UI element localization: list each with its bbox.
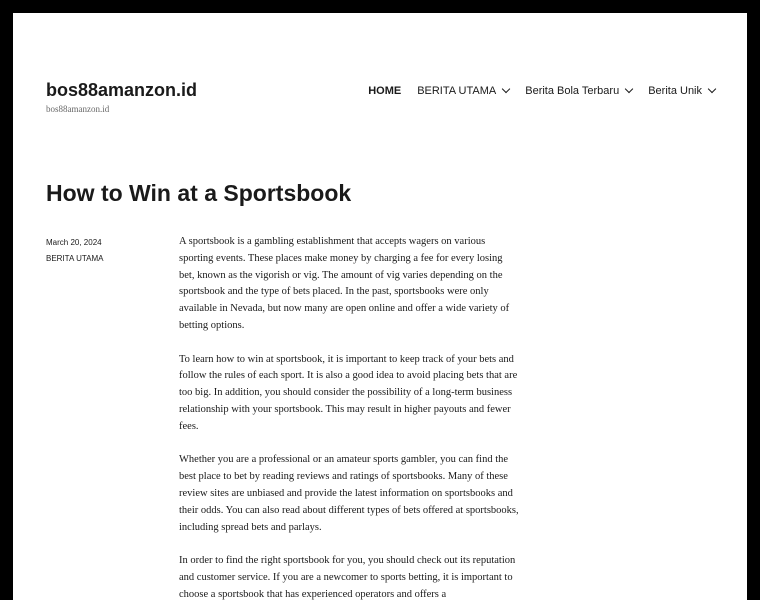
post-paragraph: Whether you are a professional or an amateur sports gambler, you can find the best place to bet by reading reviews and ratings of sportsbooks. Many of these review sites are unbiased and provide the latest information on sportsbooks and their odds. You can also read about different types of bets offered at sportsbooks, including spread bets and parlays. bbox=[179, 454, 519, 533]
post-date-link[interactable]: March 20, 2024 bbox=[46, 238, 102, 247]
post-meta bbox=[46, 235, 104, 267]
nav-item-berita-bola-terbaru[interactable] bbox=[517, 84, 640, 98]
post-paragraph: To learn how to win at sportsbook, it is important to keep track of your bets and follow the rules of each sport. It is also a good idea to avoid placing bets that are too big. In addition, you should consider the possibility of a long-term business relationship with your sportsbook. This may result in higher payouts and fewer fees. bbox=[179, 353, 518, 432]
site-description: bos88amanzon.id bbox=[46, 104, 110, 114]
post-category-link[interactable]: BERITA UTAMA bbox=[46, 254, 104, 263]
post-paragraph: In order to find the right sportsbook for you, you should check out its reputation and customer service. If you are a newcomer to sports betting, it is important to choose a sportsbook that has experienced operators and offers a bbox=[179, 555, 516, 600]
main-navigation bbox=[360, 84, 715, 98]
page bbox=[13, 13, 747, 600]
chevron-down-icon[interactable] bbox=[625, 85, 633, 93]
post-content bbox=[179, 234, 519, 600]
chevron-down-icon[interactable] bbox=[708, 85, 716, 93]
nav-item-home[interactable] bbox=[360, 84, 409, 98]
nav-item-label: HOME bbox=[368, 85, 402, 97]
nav-item-berita-unik[interactable] bbox=[640, 84, 715, 98]
nav-item-label: Berita Unik bbox=[648, 85, 702, 97]
nav-item-label: BERITA UTAMA bbox=[417, 85, 497, 97]
site-branding bbox=[46, 79, 197, 115]
site-title-link[interactable]: bos88amanzon.id bbox=[46, 80, 198, 100]
nav-item-label: Berita Bola Terbaru bbox=[525, 85, 620, 97]
chevron-down-icon[interactable] bbox=[502, 85, 510, 93]
post-title: How to Win at a Sportsbook bbox=[46, 180, 352, 206]
post-paragraph: A sportsbook is a gambling establishment that accepts wagers on various sporting events. These places make money by charging a fee for every losing bet, known as the vigorish or vig. The amount of vig varies depending on the sportsbook and the type of bets placed. In the past, sportsbooks were only available in Nevada, but now many are open online and offer a wide variety of betting options. bbox=[179, 236, 510, 331]
nav-item-berita-utama[interactable] bbox=[409, 84, 517, 98]
